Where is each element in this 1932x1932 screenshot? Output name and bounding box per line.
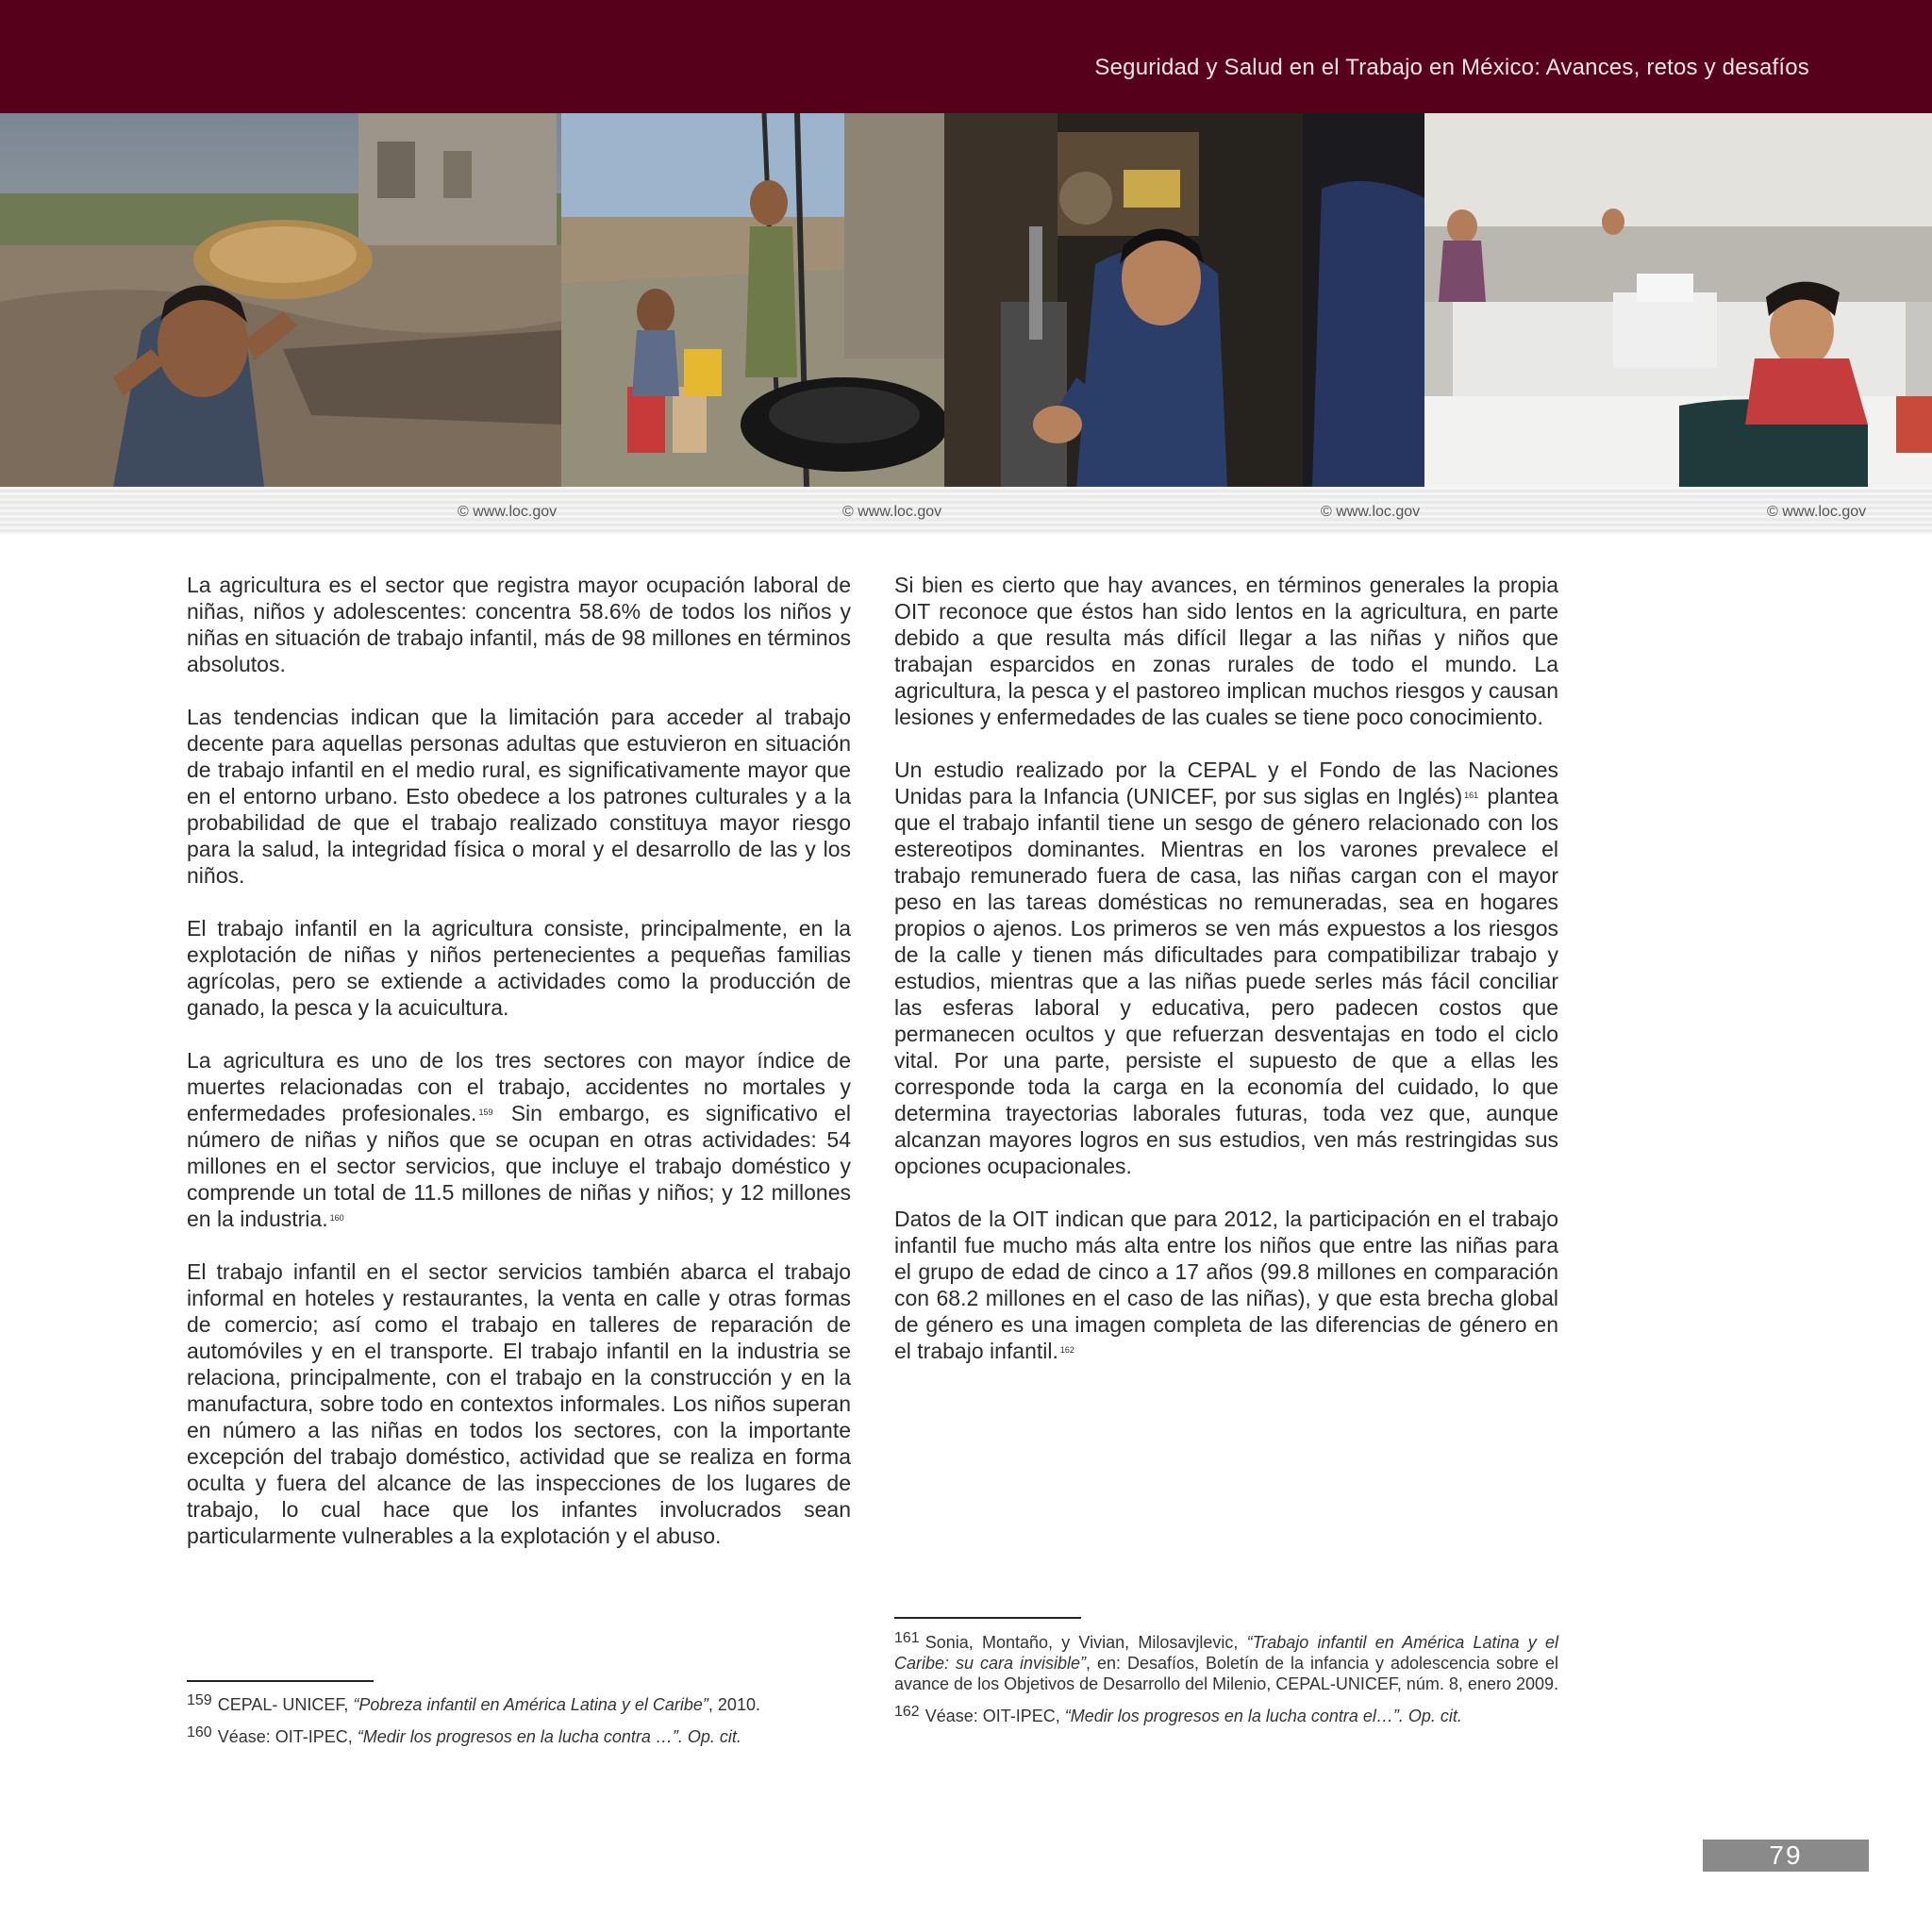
paragraph: El trabajo infantil en la agricultura consiste, principalmente, en la explotación de niñas y niños pertenecientes a pequeñas familias agrícolas, pero se extiende a actividades como la producción de ganado, la pesca y la acuicultura.	[187, 916, 851, 1020]
left-text-column	[187, 572, 851, 1575]
footnote-number: 160	[187, 1724, 212, 1740]
footnote	[187, 1723, 851, 1747]
paragraph: El trabajo infantil en el sector servicios también abarca el trabajo informal en hoteles y restaurantes, la venta en calle y otras formas de comercio; así como el trabajo en talleres de reparación de automóviles y en el transporte. El trabajo infantil en la industria se relaciona, principalmente, con el trabajo en la construcción y en la manufactura, sobre todo en contextos informales. Los niños superan en número a las niñas en todos los sectores, con la importante excepción del trabajo doméstico, actividad que se realiza en forma oculta y fuera del alcance de las inspecciones de los lugares de trabajo, lo cual hace que los infantes involucrados sean particularmente vulnerables a la explotación y el abuso.	[187, 1259, 851, 1548]
footnote-number: 159	[187, 1692, 212, 1708]
footnote	[894, 1628, 1558, 1694]
photo-credit: © www.loc.gov	[458, 504, 558, 520]
photo-credit: © www.loc.gov	[1321, 504, 1421, 520]
paragraph-text: Sin embargo, es significativo el número de niñas y niños que se ocupan en otras actividades: 54 millones en el sector servicios, que incluye el trabajo doméstico y comprende un total de 11.5 millones de niñas y niños; y 12 millones en la industria.	[187, 1101, 851, 1231]
footnote-title: “Medir los progresos en la lucha contra …”. Op. cit.	[357, 1727, 741, 1746]
footnote-ref[interactable]: 161	[1464, 791, 1479, 800]
photo-strip	[0, 113, 1932, 487]
photo-boy-carrying-basket	[0, 113, 561, 487]
paragraph-text: La agricultura es uno de los tres sectores con mayor índice de muertes relacionadas con el trabajo, accidentes no mortales y enfermedades profesionales.	[187, 1048, 851, 1125]
footnote-title: “Pobreza infantil en América Latina y el Caribe”	[353, 1695, 708, 1714]
footnote-ref[interactable]: 160	[329, 1213, 344, 1223]
footnote-text: Sonia, Montaño, y Vivian, Milosavjlevic,	[924, 1633, 1247, 1652]
footnote-title: “Trabajo infantil en América Latina y el Caribe: su cara invisible”	[894, 1633, 1558, 1673]
footnote-ref[interactable]: 162	[1059, 1345, 1074, 1355]
footnote-divider	[187, 1680, 374, 1682]
photo-credit: © www.loc.gov	[842, 504, 942, 520]
footnote-ref[interactable]: 159	[478, 1108, 493, 1117]
paragraph-text: Datos de la OIT indican que para 2012, la participación en el trabajo infantil fue mucho más alta entre los niños que entre las niñas para el grupo de edad de cinco a 17 años (99.8 millones en comparación con 68.2 millones en el caso de las niñas), y que esta brecha global de género es una imagen completa de las diferencias de género en el trabajo infantil.	[894, 1207, 1558, 1363]
running-header-title: Seguridad y Salud en el Trabajo en México: Avances, retos y desafíos	[1094, 55, 1809, 80]
photo-credit: © www.loc.gov	[1767, 504, 1867, 520]
photo-children-at-well	[561, 113, 944, 487]
paragraph-text: plantea que el trabajo infantil tiene un sesgo de género relacionado con los estereotipos dominantes. Mientras en los varones prevalece el trabajo remunerado fuera de casa, las niñas cargan con el mayor peso en las tareas domésticas no remuneradas, sea en hogares propios o ajenos. Los primeros se ven más expuestos a los riesgos de la calle y tienen más dificultades para compatibilizar trabajo y estudios, mientras que a las niñas puede serles más fácil conciliar las esferas laboral y educativa, pero padecen costos que permanecen ocultos y que refuerzan desventajas en todo el ciclo vital. Por una parte, persiste el supuesto de que a ellas les corresponde toda la carga en la economía del cuidado, lo que determina trayectorias laborales futuras, toda vez que, aunque alcanzan mayores logros en sus estudios, ven más restringidas sus opciones ocupacionales.	[894, 784, 1558, 1178]
footnote-title: “Medir los progresos en la lucha contra el…”. Op. cit.	[1064, 1707, 1462, 1725]
footnote-text: , en: Desafíos, Boletín de la infancia y adolescencia sobre el avance de los Objetivos de Desarrollo del Milenio, CEPAL-UNICEF, núm. 8, enero 2009.	[894, 1654, 1559, 1693]
footnote	[187, 1690, 851, 1715]
paragraph: Si bien es cierto que hay avances, en términos generales la propia OIT reconoce que éstos han sido lentos en la agricultura, en parte debido a que resulta más difícil llegar a las niñas y niños que trabajan esparcidos en zonas rurales de todo el mundo. La agricultura, la pesca y el pastoreo implican muchos riesgos y causan lesiones y enfermedades de las cuales se tiene poco conocimiento.	[894, 573, 1558, 729]
photo-girls-sewing-factory	[1424, 113, 1932, 487]
footnotes-left	[187, 1690, 851, 1755]
photo-credit-band	[0, 487, 1932, 534]
paragraph	[894, 757, 1558, 1179]
page-number: 79	[1703, 1840, 1869, 1872]
footnote-text: , 2010.	[708, 1695, 760, 1714]
paragraph: La agricultura es el sector que registra mayor ocupación laboral de niñas, niños y adolescentes: concentra 58.6% de todos los niños y niñas en situación de trabajo infantil, más de 98 millones en términos absolutos.	[187, 573, 851, 676]
right-text-column	[894, 572, 1558, 1391]
footnote-text: CEPAL- UNICEF,	[217, 1695, 354, 1714]
footnote-divider	[894, 1617, 1081, 1619]
paragraph: Las tendencias indican que la limitación para acceder al trabajo decente para aquellas personas adultas que estuvieron en situación de trabajo infantil en el medio rural, es significativamente mayor que en el entorno urbano. Esto obedece a los patrones culturales y a la probabilidad de que el trabajo realizado constituya mayor riesgo para la salud, la integridad física o moral y el desarrollo de las y los niños.	[187, 705, 851, 888]
paragraph	[187, 1047, 851, 1232]
footnote	[894, 1702, 1558, 1726]
footnote-text: Véase: OIT-IPEC,	[924, 1707, 1065, 1725]
footnote-number: 162	[894, 1704, 920, 1720]
footnote-number: 161	[894, 1630, 920, 1646]
photo-boy-in-workshop	[944, 113, 1424, 487]
footnote-text: Véase: OIT-IPEC,	[217, 1727, 358, 1746]
paragraph	[894, 1206, 1558, 1364]
footnotes-right	[894, 1628, 1558, 1734]
paragraph-text: Un estudio realizado por la CEPAL y el Fondo de las Naciones Unidas para la Infancia (UNICEF, por sus siglas en Inglés)	[894, 758, 1558, 808]
